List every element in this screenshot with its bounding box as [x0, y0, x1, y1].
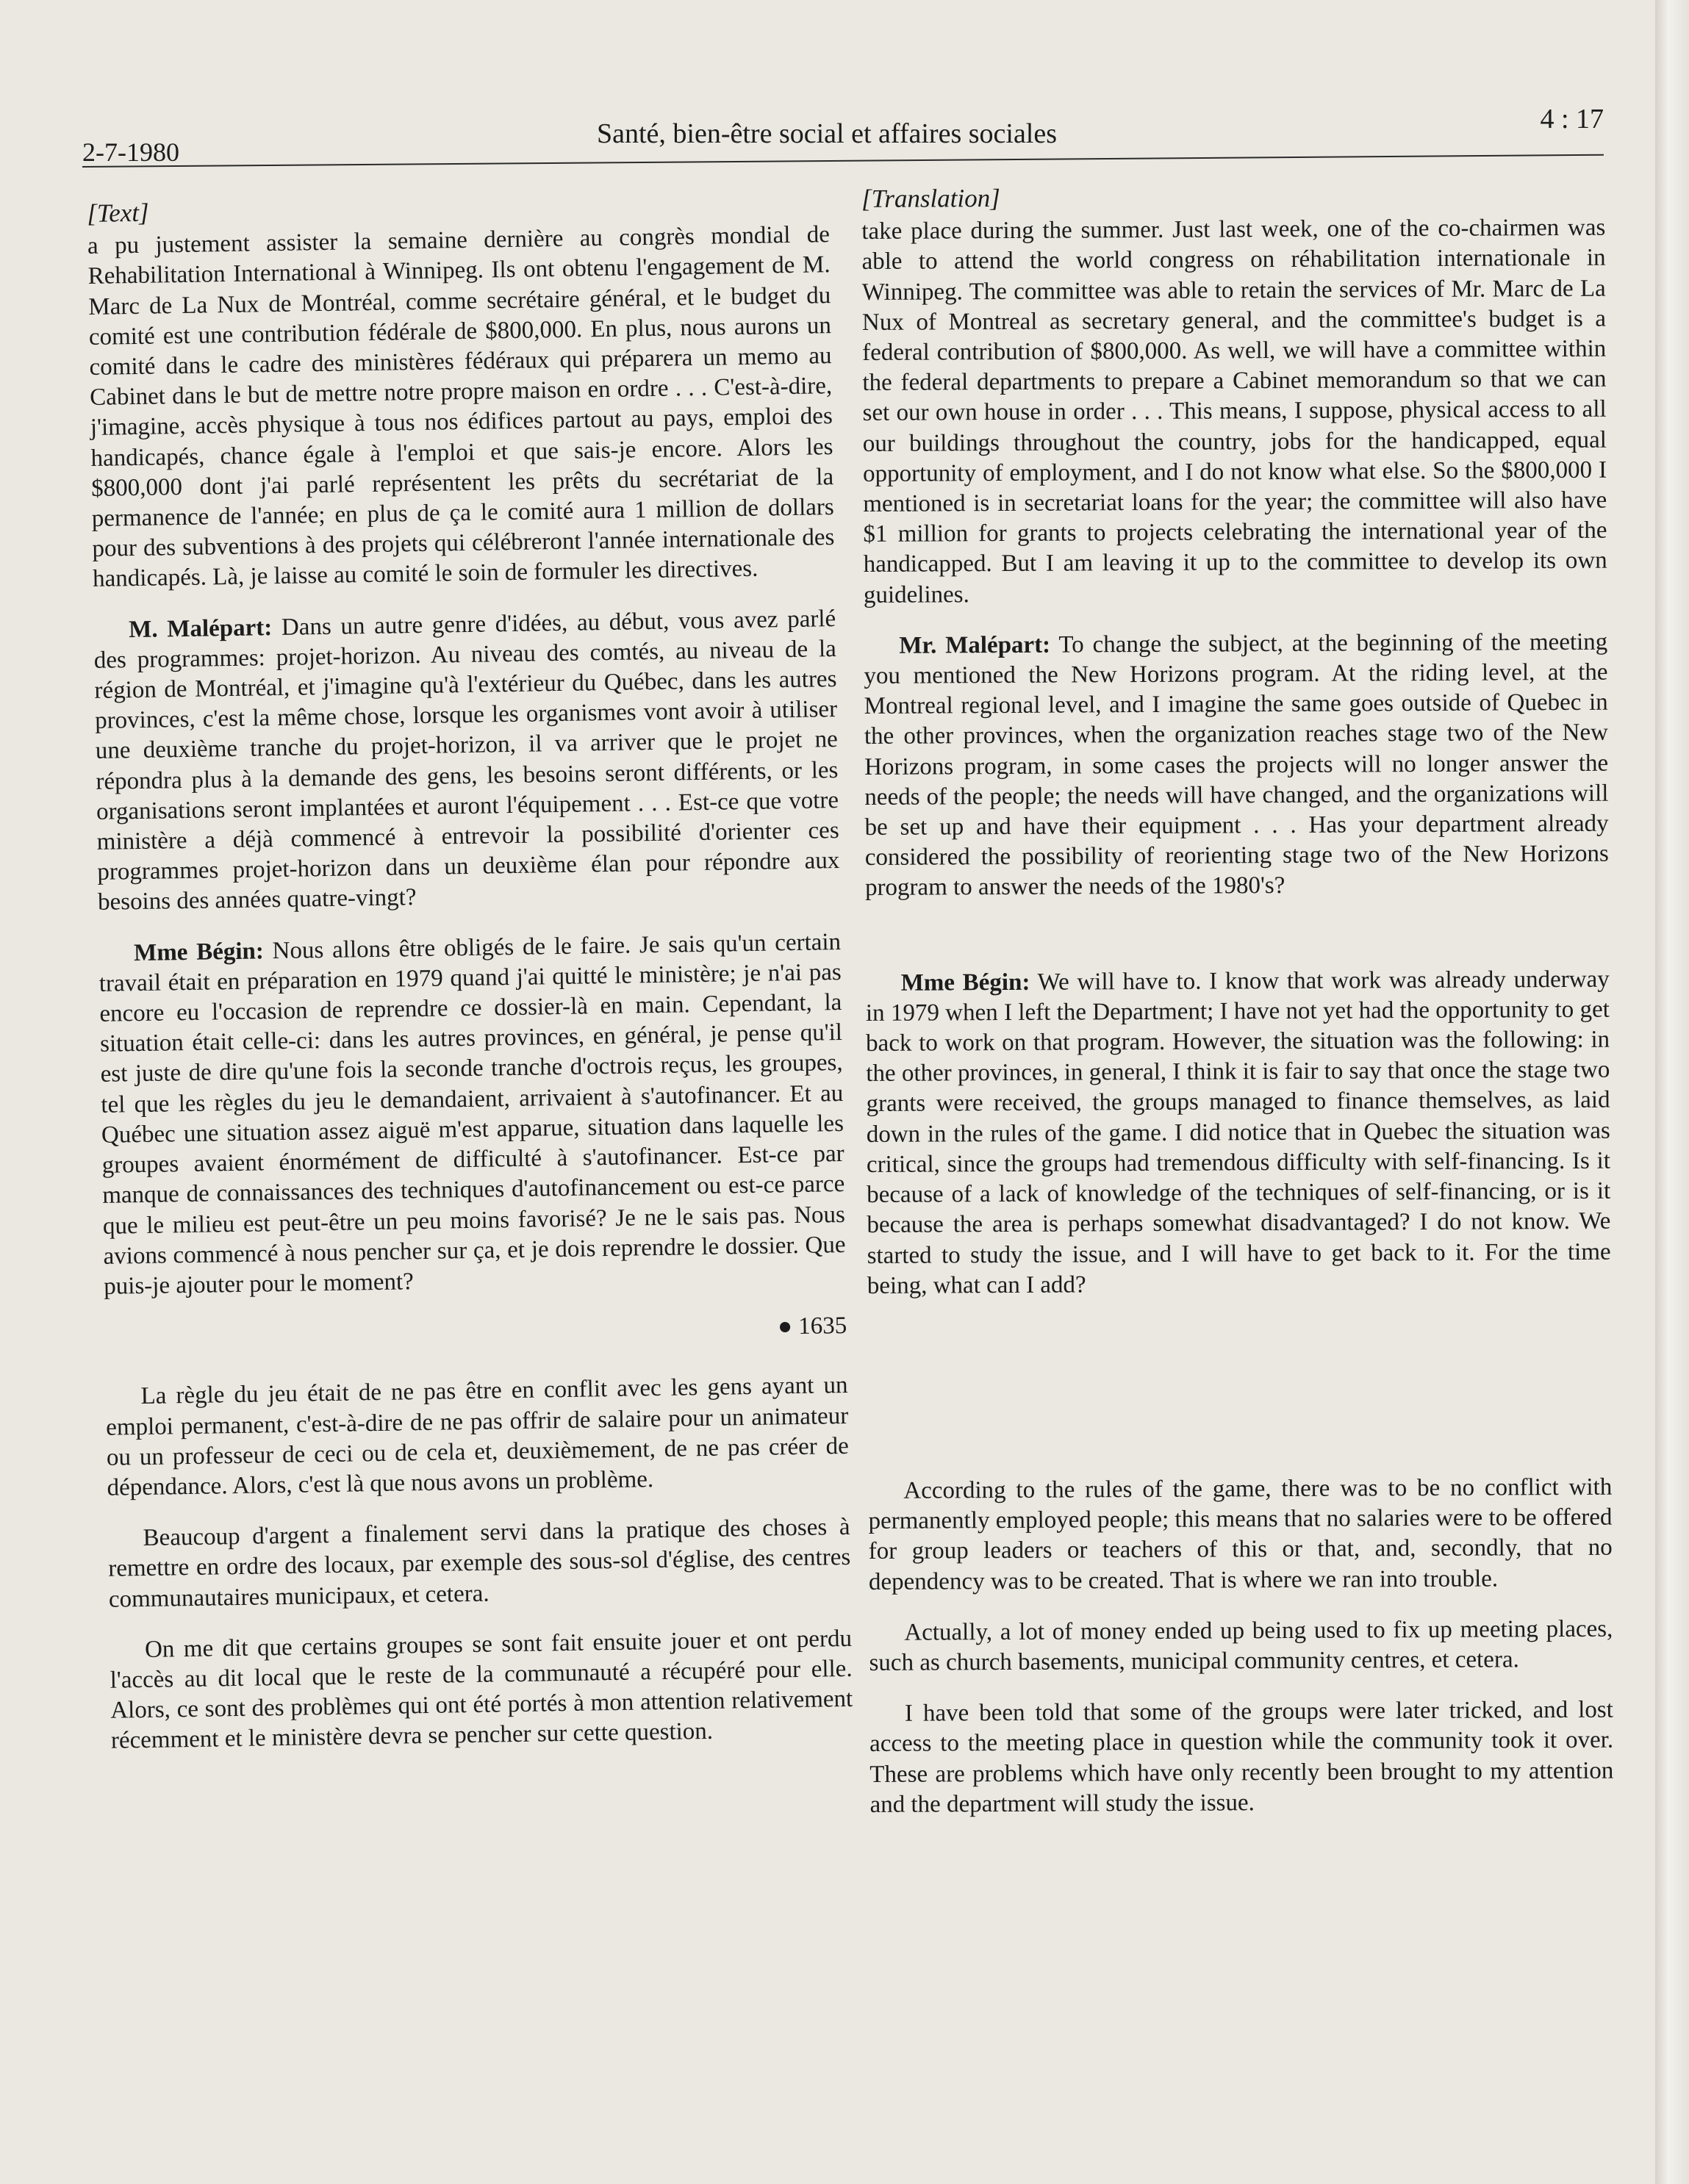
paragraph [864, 628, 1609, 904]
header-date: 2-7-1980 [82, 137, 179, 167]
paragraph [93, 604, 840, 919]
speaker-name: M. Malépart: [128, 614, 273, 643]
english-column [861, 180, 1614, 1841]
speech-text: We will have to. I know that work was already underway in 1979 when I left the Department; I have not yet had the opportunity to get back to work on that program. However, the situation was the following: in the other provinces, in general, I think it is fair to say that once the stage two grants were received, the groups managed to finance themselves, as laid down in the rules of the game. I did notice that in Quebec the situation was critical, since the groups had tremendous difficulty with self-financing. Is it because of a lack of knowledge of the techniques of self-financing, or is it because the area is perhaps somewhat disadvantaged? I do not know. We started to study the issue, and I will have to get back to it. For the time being, what can I add? [865, 966, 1611, 1299]
paragraph: a pu justement assister la semaine dernière au congrès mondial de Rehabilitation International à Winnipeg. Ils ont obtenu l'engagement de M. Marc de La Nux de Montréal, comme secrétaire général, et le budget du comité est une contribution fédérale de $800,000. En plus, nous aurons un comité dans le cadre des ministères fédéraux qui préparera un memo au Cabinet dans le but de mettre notre propre maison en ordre . . . C'est-à-dire, j'imagine, accès physique à tous nos édifices partout au pays, emploi des handicapés, chance égale à l'emploi et que sais-je encore. Alors les $800,000 dont j'ai parlé représentent les prêts du secrétariat de la permanence de l'année; en plus de ça le comité aura 1 million de dollars pour des subventions à des projets qui célébreront l'année internationale des handicapés. Là, je laisse au comité le soin de formuler les directives. [87, 221, 835, 593]
speaker-name: Mme Bégin: [133, 938, 265, 966]
paragraph [866, 964, 1611, 1301]
page-edge [1655, 0, 1689, 2184]
paragraph: Actually, a lot of money ended up being used to fix up meeting places, such as church basements, municipal community centres, et cetera. [869, 1615, 1613, 1676]
speaker-name: Mr. Malépart: [899, 631, 1051, 659]
paragraph: La règle du jeu était de ne pas être en conflit avec les gens ayant un emploi permanent, c'est-à-dire de ne pas offrir de salaire pour un animateur ou un professeur de ceci ou de cela et, deuxièmement, de ne pas créer de dépendance. Alors, c'est là que nous avons un problème. [105, 1372, 850, 1501]
spacer [867, 1318, 1612, 1476]
paragraph: take place during the summer. Just last week, one of the co-chairmen was able to attend the world congress on réhabilitation internationale in Winnipeg. The committee was able to retain the services of Mr. Marc de La Nux of Montreal as secretary general, and the committee's budget is a federal contribution of $800,000. As well, we will have a committee within the federal departments to prepare a Cabinet memorandum so that we can set our own house in order . . . This means, I suppose, physical access to all our buildings throughout the country, jobs for the handicapped, equal opportunity of employment, and I do not know what else. So the $800,000 I mentioned is in secretariat loans for the year; the committee will also have $1 million for grants to projects celebrating the international year of the handicapped. But I am leaving it up to the committee to develop its own guidelines. [861, 214, 1607, 608]
text-tag: [Text] [87, 198, 149, 228]
spacer [865, 920, 1609, 968]
header-title: Santé, bien-être social et affaires sociales [597, 118, 1058, 149]
translation-tag: [Translation] [861, 184, 1000, 213]
french-column [87, 187, 854, 1777]
paragraph: According to the rules of the game, there was to be no conflict with permanently employed people; this means that no salaries were to be offered for group leaders or teachers of this or that, and, secondly, that no dependency was to be created. That is where we ran into trouble. [868, 1473, 1613, 1595]
paragraph [98, 927, 847, 1302]
speech-text: Dans un autre genre d'idées, au début, vous avez parlé des programmes: projet-horizon. Au niveau des comtés, au niveau de la région de Montréal, et j'imagine qu'à l'extérieur du Québec, dans les autres provinces, c'est la même chose, lorsque les organismes vont avoir à utiliser une deuxième tranche du projet-horizon, il va arriver que le projet ne répondra plus à la demande des gens, les besoins seront différents, or les organisations seront implantées et auront l'équipement . . . Est-ce que votre ministère a déjà commencé à entrevoir la possibilité d'orienter ces programmes projet-horizon dans un deuxième élan pour répondre aux besoins des années quatre-vingt? [93, 605, 840, 916]
time-marker: ● 1635 [777, 1312, 847, 1340]
paragraph: On me dit que certains groupes se sont fait ensuite jouer et ont perdu l'accès au dit local que le reste de la communauté a récupéré pour elle. Alors, ce sont des problèmes qui ont été portés à mon attention relativement récemment et le ministère devra se pencher sur cette question. [110, 1625, 853, 1755]
paragraph: Beaucoup d'argent a finalement servi dans la pratique des choses à remettre en ordre des locaux, par exemple des sous-sol d'église, des centres communautaires municipaux, et cetera. [108, 1514, 851, 1613]
speech-text: Nous allons être obligés de le faire. Je sais qu'un certain travail était en préparation en 1979 quand j'ai quitté le ministère; je n'ai pas encore eu l'occasion de reprendre ce dossier-là en main. Cependant, la situation était celle-ci: dans les autres provinces, en général, je pense qu'il est juste de dire qu'une fois la seconde tranche d'octrois reçus, les groupes, tel que les règles du jeu le demandaient, arrivaient à s'autofinancer. Et au Québec une situation assez aiguë m'est apparue, situation dans laquelle les groupes avaient énormément de difficulté à s'autofinancer. Est-ce par manque de connaissances des techniques d'autofinancement ou est-ce parce que le milieu est peut-être un peu moins favorisé? Je ne le sais pas. Nous avions commencé à nous pencher sur ça, et je dois reprendre le dossier. Que puis-je ajouter pour le moment? [98, 928, 846, 1300]
speaker-name: Mme Bégin: [900, 969, 1030, 996]
speech-text: To change the subject, at the beginning of the meeting you mentioned the New Horizons program. At the riding level, at the Montreal regional level, and I imagine the same goes outside of Quebec in the other provinces, when the organization reaches stage two of the New Horizons program, in some cases the projects will no longer answer the needs of the people; the needs will have changed, and the organizations will be set up and have their equipment . . . Has your department already considered the possibility of reorienting stage two of the New Horizons program to answer the needs of the 1980's? [864, 628, 1609, 902]
paragraph: I have been told that some of the groups were later tricked, and lost access to the meeting place in question while the community took it over. These are problems which have only recently been brought to my attention and the department will study the issue. [869, 1696, 1614, 1818]
header-page-number: 4 : 17 [1540, 104, 1604, 134]
